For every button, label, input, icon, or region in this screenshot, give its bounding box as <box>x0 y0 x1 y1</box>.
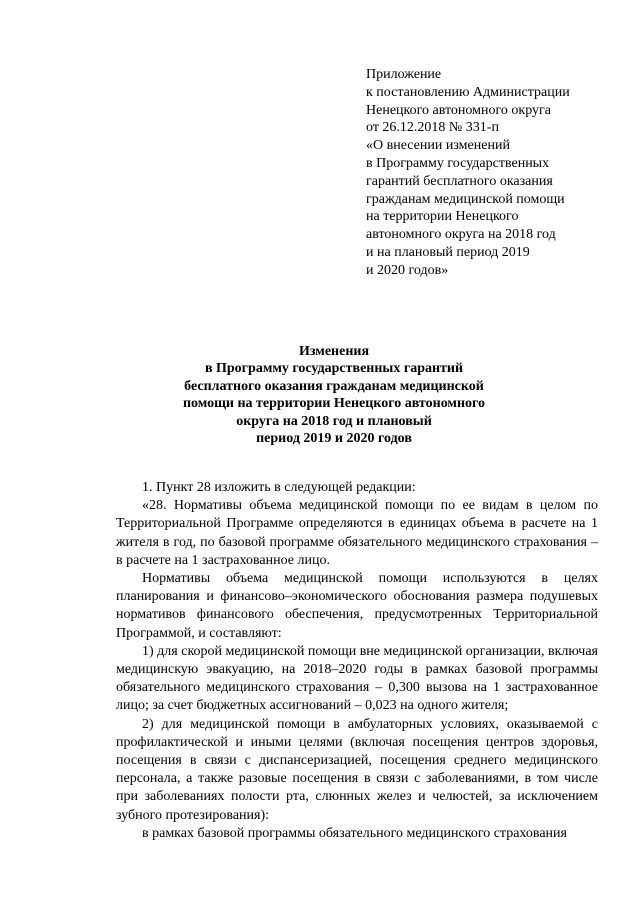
appendix-line: Ненецкого автономного округа <box>366 102 551 118</box>
appendix-line: автономного округа на 2018 год <box>366 227 556 243</box>
appendix-header <box>366 66 616 280</box>
document-body <box>116 479 598 843</box>
title-line: помощи на территории Ненецкого автономного <box>182 396 486 412</box>
appendix-line: к постановлению Администрации <box>366 84 570 100</box>
appendix-line: от 26.12.2018 № 331-п <box>366 120 499 136</box>
appendix-line: Приложение <box>366 67 442 82</box>
appendix-line: на территории Ненецкого <box>366 209 519 225</box>
title-line: период 2019 и 2020 годов <box>256 431 412 447</box>
appendix-line: и на плановый период 2019 <box>366 244 530 260</box>
appendix-line: «О внесении изменений <box>366 138 510 154</box>
body-paragraph: 1) для скорой медицинской помощи вне медицинской организации, включая медицинскую эвакуацию, на 2018–2020 годы в рамках базовой программы обязательного медицинского страхования – 0,300 вызова на 1 застрахованное лицо; за счет бюджетных ассигнований – 0,023 на одного жителя; <box>116 643 598 714</box>
title-line: Изменения <box>298 344 370 359</box>
appendix-line: гарантий бесплатного оказания <box>366 173 553 189</box>
title-line: бесплатного оказания гражданам медицинской <box>184 378 484 394</box>
title-line: округа на 2018 год и плановый <box>236 413 432 429</box>
appendix-line: и 2020 годов» <box>366 262 449 278</box>
document-title <box>130 343 538 447</box>
appendix-line: гражданам медицинской помощи <box>366 191 565 207</box>
body-paragraph: «28. Нормативы объема медицинской помощи по ее видам в целом по Территориальной Программе определяются в единицах объема в расчете на 1 жителя в год, по базовой программе обязательного медицинского страхования – в расчете на 1 застрахованное лицо. <box>116 498 598 568</box>
title-line: в Программу государственных гарантий <box>204 361 464 377</box>
appendix-line: в Программу государственных <box>366 155 550 171</box>
body-paragraph: 1. Пункт 28 изложить в следующей редакции: <box>142 480 416 495</box>
body-paragraph: 2) для медицинской помощи в амбулаторных условиях, оказываемой с профилактической и иными целями (включая посещения центров здоровья, посещения в связи с диспансеризацией, посещения среднего медицинского персонала, а также разовые посещения в связи с заболеваниями, в том числе при заболеваниях полости рта, слюнных желез и челюстей, за исключением зубного протезирования): <box>116 716 598 823</box>
body-paragraph: Нормативы объема медицинской помощи используются в целях планирования и финансово–экономического обоснования размера подушевых нормативов финансового обеспечения, предусмотренных Территориальной Программой, и составляют: <box>116 571 598 641</box>
body-paragraph: в рамках базовой программы обязательного медицинского страхования <box>142 825 567 841</box>
